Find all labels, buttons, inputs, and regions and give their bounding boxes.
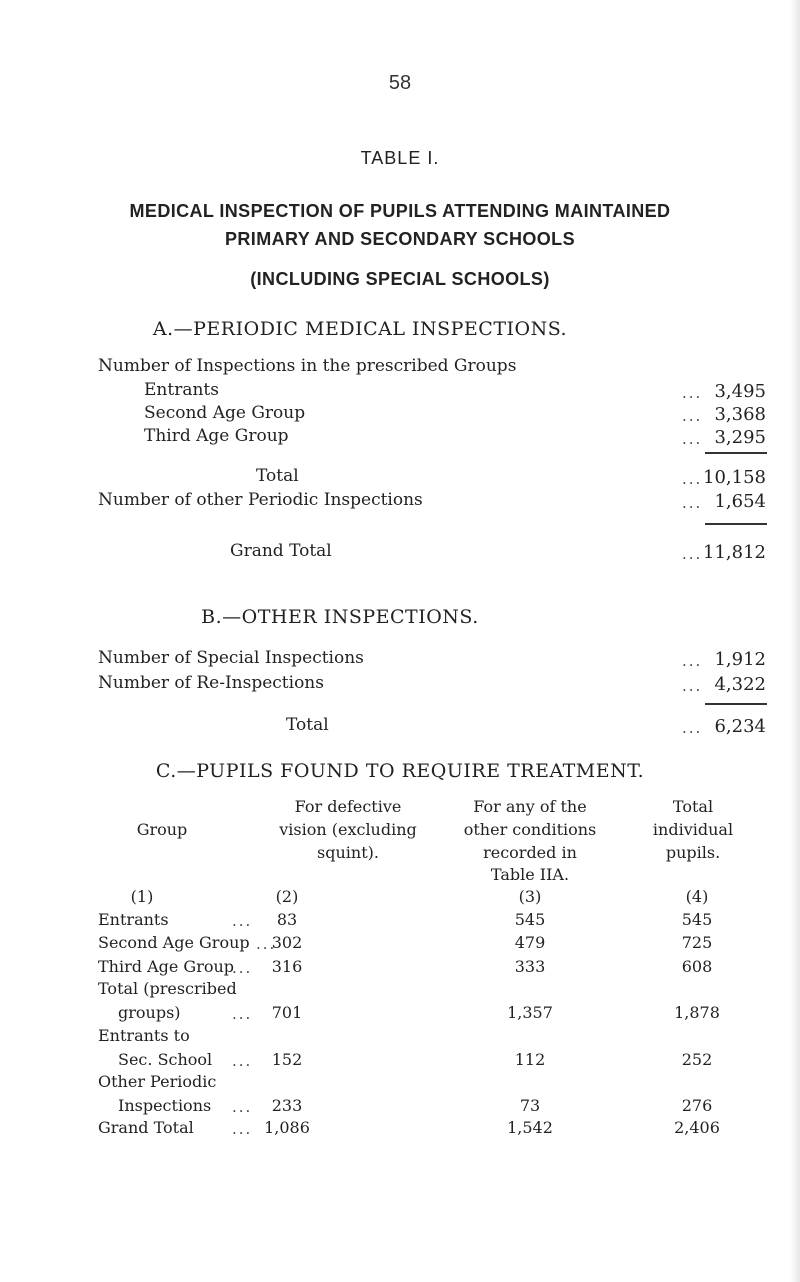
col-number: (2) [275,887,299,906]
leader-dots: ... [682,384,703,402]
row-group-label-cont: groups) [118,1003,181,1022]
section-b-total-label: Total [286,715,329,735]
row-group-label-cont: Sec. School [118,1050,213,1069]
section-a-row-label: Third Age Group [144,426,289,446]
cell-col4: 545 [681,910,713,929]
col-number: (4) [685,887,709,906]
leader-dots: ... [232,959,253,977]
cell-col3: 545 [514,910,546,929]
row-group-label: Entrants to [98,1026,190,1045]
heading-line-2: PRIMARY AND SECONDARY SCHOOLS [225,229,575,249]
header-col3-line: recorded in [483,843,577,862]
section-a-row-value: 3,295 [714,427,766,448]
cell-col2: 1,086 [264,1118,310,1137]
row-group-label: Other Periodic [98,1072,217,1091]
leader-dots: ... [232,1052,253,1070]
header-col3-line: For any of the [473,797,587,816]
cell-col4: 276 [681,1096,713,1115]
row-group-label: Total (prescribed [98,979,237,998]
row-group-label-cont: Inspections [118,1096,212,1115]
header-col2-line: squint). [317,843,379,862]
sum-rule [705,523,767,525]
leader-dots: ... [256,935,277,953]
leader-dots: ... [232,1120,253,1138]
leader-dots: ... [232,1005,253,1023]
section-a-title: A.—PERIODIC MEDICAL INSPECTIONS. [152,318,568,340]
section-a-grand-total-label: Grand Total [230,541,332,561]
cell-col3: 333 [514,957,546,976]
row-group-label: Second Age Group [98,933,250,952]
col-number: (3) [518,887,542,906]
page-number: 58 [388,72,412,94]
sum-rule [705,452,767,454]
leader-dots: ... [682,545,703,563]
section-a-grand-total-value: 11,812 [703,542,766,563]
cell-col4: 2,406 [674,1118,720,1137]
section-a-other-value: 1,654 [714,491,766,512]
leader-dots: ... [232,912,253,930]
header-col2-line: vision (excluding [279,820,417,839]
header-col2-line: For defective [294,797,402,816]
cell-col4: 252 [681,1050,713,1069]
row-group-label: Third Age Group [98,957,235,976]
header-col4-line: pupils. [665,843,721,862]
section-a-row-label: Entrants [144,380,219,400]
cell-col3: 1,357 [507,1003,553,1022]
section-a-other-label: Number of other Periodic Inspections [98,490,423,510]
leader-dots: ... [682,719,703,737]
section-b-row-label: Number of Re-Inspections [98,673,324,693]
section-a-row-value: 3,495 [714,381,766,402]
cell-col2: 302 [271,933,303,952]
leader-dots: ... [682,494,703,512]
sum-rule [705,703,767,705]
header-col4-line: individual [652,820,734,839]
section-b-total-value: 6,234 [714,716,766,737]
heading-line-1: MEDICAL INSPECTION OF PUPILS ATTENDING MAINTAINED [129,201,671,221]
section-a-row-value: 3,368 [714,404,766,425]
section-b-title: B.—OTHER INSPECTIONS. [201,606,479,628]
section-a-total-value: 10,158 [703,467,766,488]
section-a-total-label: Total [256,466,299,486]
leader-dots: ... [682,430,703,448]
row-group-label: Grand Total [98,1118,194,1137]
header-col3-line: other conditions [463,820,597,839]
page-edge-shadow [790,0,800,1282]
cell-col2: 316 [271,957,303,976]
cell-col4: 608 [681,957,713,976]
leader-dots: ... [232,1098,253,1116]
leader-dots: ... [682,652,703,670]
cell-col3: 112 [514,1050,546,1069]
header-group: Group [136,820,188,839]
leader-dots: ... [682,470,703,488]
section-b-row-label: Number of Special Inspections [98,648,364,668]
header-col3-line: Table IIA. [490,865,570,884]
cell-col2: 701 [271,1003,303,1022]
section-b-row-value: 4,322 [714,674,766,695]
row-group-label: Entrants [98,910,169,929]
leader-dots: ... [682,407,703,425]
section-b-row-value: 1,912 [714,649,766,670]
cell-col2: 233 [271,1096,303,1115]
cell-col2: 83 [276,910,298,929]
header-col4-line: Total [672,797,714,816]
col-number: (1) [130,887,154,906]
section-a-row-label: Second Age Group [144,403,306,423]
cell-col3: 1,542 [507,1118,553,1137]
section-a-intro: Number of Inspections in the prescribed Groups [98,356,517,376]
cell-col4: 725 [681,933,713,952]
cell-col3: 479 [514,933,546,952]
table-title: TABLE I. [360,148,440,168]
leader-dots: ... [682,677,703,695]
heading-line-3: (INCLUDING SPECIAL SCHOOLS) [250,269,550,289]
section-c-title: C.—PUPILS FOUND TO REQUIRE TREATMENT. [155,760,645,782]
cell-col2: 152 [271,1050,303,1069]
cell-col3: 73 [519,1096,541,1115]
cell-col4: 1,878 [674,1003,720,1022]
